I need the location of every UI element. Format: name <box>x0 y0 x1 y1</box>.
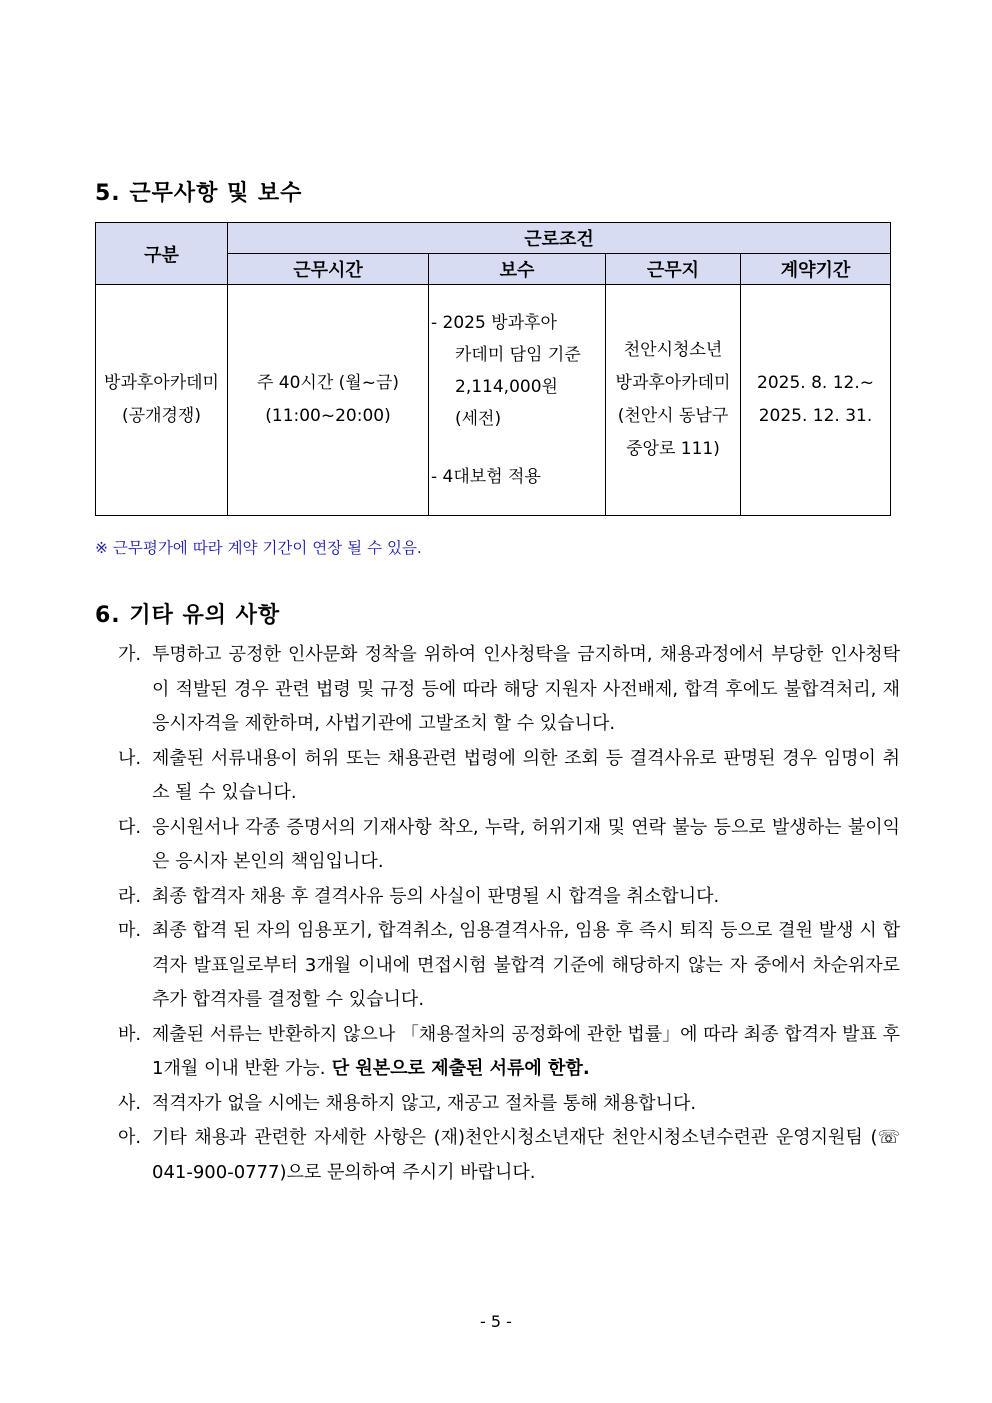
col-pay-header: 보수 <box>429 254 606 285</box>
category-line: (공개경쟁) <box>122 406 201 426</box>
item-text: 적격자가 없을 시에는 채용하지 않고, 재공고 절차를 통해 채용합니다. <box>152 1092 697 1114</box>
notice-list <box>118 638 900 1190</box>
list-item <box>118 914 900 1018</box>
list-item <box>118 638 900 742</box>
item-text: 기타 채용과 관련한 자세한 사항은 (재)천안시청소년재단 천안시청소년수련관 운영지원팀 (☏ 041-900-0777)으로 문의하여 주시기 바랍니다. <box>152 1127 900 1183</box>
item-text: 최종 합격 된 자의 임용포기, 합격취소, 임용결격사유, 임용 후 즉시 퇴직 등으로 결원 발생 시 합격자 발표일로부터 3개월 이내에 면접시험 불합격 기준에 해당하지 않는 자 중에서 차순위자로 추가 합격자를 결정할 수 있습니다. <box>152 920 900 1010</box>
list-item <box>118 880 900 915</box>
list-item <box>118 1018 900 1087</box>
pay-line: - 2025 방과후아 <box>431 313 557 333</box>
list-item <box>118 742 900 811</box>
item-text: 제출된 서류는 반환하지 않으나 「채용절차의 공정화에 관한 법률」에 따라 최종 합격자 발표 후 1개월 이내 반환 가능. <box>152 1023 901 1079</box>
cell-category <box>96 285 228 516</box>
place-line: 천안시청소년 <box>623 340 723 360</box>
section-6-title: 6. 기타 유의 사항 <box>95 603 281 628</box>
col-period-header: 계약기간 <box>741 254 891 285</box>
item-marker: 바. <box>118 1023 142 1045</box>
item-text: 투명하고 공정한 인사문화 정착을 위하여 인사청탁을 금지하며, 채용과정에서 부당한 인사청탁이 적발된 경우 관련 법령 및 규정 등에 따라 해당 지원자 사전배제, 합격 후에도 불합격처리, 재응시자격을 제한하며, 사법기관에 고발조치 할 수 있습니다. <box>152 644 900 734</box>
cell-hours <box>228 285 429 516</box>
col-place-header: 근무지 <box>606 254 741 285</box>
item-marker: 라. <box>118 885 142 907</box>
place-line: 중앙로 111) <box>626 439 720 459</box>
page-number: - 5 - <box>480 1312 512 1331</box>
item-marker: 아. <box>118 1127 142 1148</box>
cell-period <box>741 285 891 516</box>
list-item <box>118 811 900 880</box>
item-text: 제출된 서류내용이 허위 또는 채용관련 법령에 의한 조회 등 결격사유로 판명된 경우 임명이 취소 될 수 있습니다. <box>152 747 900 803</box>
period-line: 2025. 8. 12.~ <box>757 373 874 393</box>
work-conditions-table <box>95 222 891 516</box>
table-row <box>96 285 891 516</box>
col-hours-header: 근무시간 <box>228 254 429 285</box>
item-marker: 다. <box>118 816 142 838</box>
category-line: 방과후아카데미 <box>104 373 219 393</box>
cell-pay <box>429 285 606 516</box>
item-marker: 나. <box>118 747 142 769</box>
cell-place <box>606 285 741 516</box>
list-item <box>118 1121 900 1190</box>
item-text: 최종 합격자 채용 후 결격사유 등의 사실이 판명될 시 합격을 취소합니다. <box>152 885 720 907</box>
col-category-header: 구분 <box>96 223 228 285</box>
item-text: 응시원서나 각종 증명서의 기재사항 착오, 누락, 허위기재 및 연락 불능 등으로 발생하는 불이익은 응시자 본인의 책임입니다. <box>152 816 900 872</box>
item-marker: 사. <box>118 1092 142 1114</box>
col-group-header: 근로조건 <box>228 223 891 254</box>
place-line: (천안시 동남구 <box>617 406 729 426</box>
pay-line: - 4대보험 적용 <box>431 467 541 487</box>
hours-line: 주 40시간 (월~금) <box>256 373 400 393</box>
pay-line: 2,114,000원 <box>455 377 558 397</box>
item-marker: 가. <box>118 644 142 665</box>
pay-line: (세전) <box>455 409 502 429</box>
place-line: 방과후아카데미 <box>615 373 731 393</box>
period-line: 2025. 12. 31. <box>758 406 873 426</box>
contract-extension-note: ※ 근무평가에 따라 계약 기간이 연장 될 수 있음. <box>95 539 422 557</box>
item-text-emphasis: 단 원본으로 제출된 서류에 한함. <box>325 1058 590 1079</box>
list-item <box>118 1087 900 1122</box>
hours-line: (11:00~20:00) <box>265 406 391 426</box>
section-5-title: 5. 근무사항 및 보수 <box>95 181 303 206</box>
pay-line: 카데미 담임 기준 <box>455 345 581 365</box>
item-text-wrap <box>152 1018 900 1087</box>
item-marker: 마. <box>118 920 142 941</box>
